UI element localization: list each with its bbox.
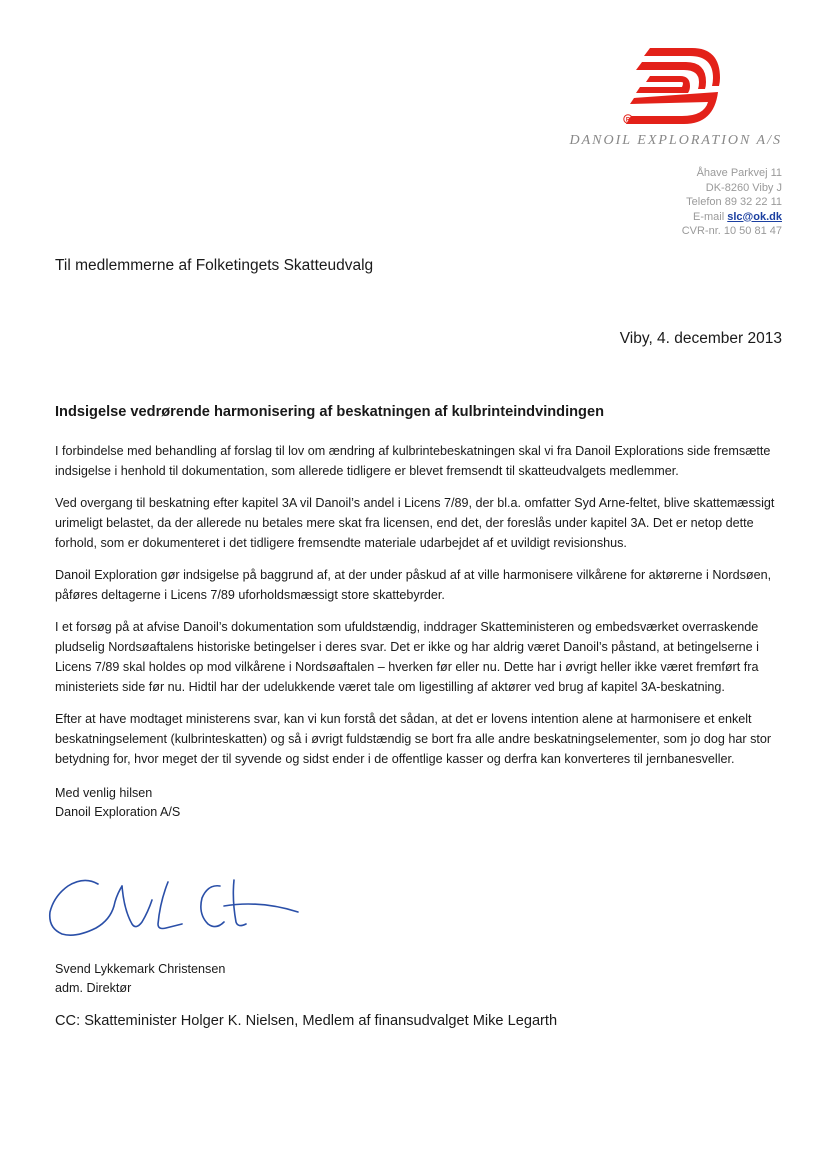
body-paragraph: Ved overgang til beskatning efter kapitel 3A vil Danoil’s andel i Licens 7/89, der bl.a. omfatter Syd Arne-feltet, blive skattemæssigt urimeligt belastet, da der allerede nu betales mere skat fra licensen, end det, der foreslås under kapitel 3A. Det er netop dette forhold, som er dokumenteret i det tidligere fremsendte materiale udarbejdet af et uvildigt revisionshus. <box>55 496 775 550</box>
email-link[interactable]: slc@ok.dk <box>727 210 782 223</box>
letter-subject: Indsigelse vedrørende harmonisering af beskatningen af kulbrinteindvindingen <box>55 404 604 420</box>
closing-greeting: Med venlig hilsen <box>55 786 153 800</box>
cvr-number: CVR-nr. 10 50 81 47 <box>681 225 782 237</box>
signer-block <box>55 960 225 998</box>
body-paragraph: I et forsøg på at afvise Danoil’s dokumentation som ufuldstændig, inddrager Skatteministeren og embedsværket overraskende pludselig Nordsøaftalens historiske betingelser i deres svar. Det er ikke og har aldrig været Danoil’s påstand, at betingelserne i Licens 7/89 skal holdes op mod vilkårene i Nordsøaftalen – hverken før eller nu. Dette har i øvrigt heller ikke været fremført fra ministeriets side før nu. Hidtil har der udelukkende været tale om ligestilling af aktører ved brug af kapitel 3A-beskatning. <box>55 620 759 694</box>
logo-stripe-3 <box>636 76 690 93</box>
body-paragraph: I forbindelse med behandling af forslag til lov om ændring af kulbrintebeskatningen skal vi fra Danoil Explorations side fremsætte indsigelse i henhold til dokumentation, som allerede tidligere er blevet fremsendt til skatteudvalgets medlemmer. <box>55 444 771 478</box>
signer-title: adm. Direktør <box>55 981 132 995</box>
address-line: DK-8260 Viby J <box>705 181 782 194</box>
address-line: Telefon 89 32 22 11 <box>686 196 782 208</box>
cc-line: CC: Skatteminister Holger K. Nielsen, Medlem af finansudvalget Mike Legarth <box>55 1013 558 1029</box>
email-line <box>582 210 782 225</box>
email-label: E-mail <box>693 210 725 223</box>
handwritten-signature <box>40 866 305 944</box>
letter-date: Viby, 4. december 2013 <box>619 330 782 347</box>
signer-name: Svend Lykkemark Christensen <box>55 962 226 976</box>
closing <box>55 784 180 822</box>
body-paragraph: Efter at have modtaget ministerens svar, kan vi kun forstå det sådan, at det er lovens intention alene at harmonisere et enkelt beskatningselement (kulbrinteskatten) og så i øvrigt fuldstændig se bort fra alle andre beskatningselementer, som jo dog har stor betydning for, hvor meget der til syvende og sidst ender i de offentlige kasser og derfra kan konverteres til jernbanesveller. <box>55 712 772 766</box>
letterhead-address <box>582 166 782 239</box>
address-line: Åhave Parkvej 11 <box>696 167 782 179</box>
logo-stripe-4 <box>626 92 718 124</box>
logo-stripe-2 <box>636 62 706 89</box>
svg-text:R: R <box>625 117 631 124</box>
company-name: DANOIL EXPLORATION A/S <box>569 133 782 148</box>
recipient-line: Til medlemmerne af Folketingets Skatteudvalg <box>55 257 374 274</box>
letter-body <box>55 441 785 781</box>
danoil-logo <box>620 48 722 130</box>
logo-stripes <box>626 48 720 124</box>
closing-company: Danoil Exploration A/S <box>55 805 181 819</box>
body-paragraph: Danoil Exploration gør indsigelse på baggrund af, at der under påskud af at ville harmonisere vilkårene for aktørerne i Nordsøen, påføres deltagerne i Licens 7/89 uforholdsmæssigt store skattebyrder. <box>55 568 772 602</box>
